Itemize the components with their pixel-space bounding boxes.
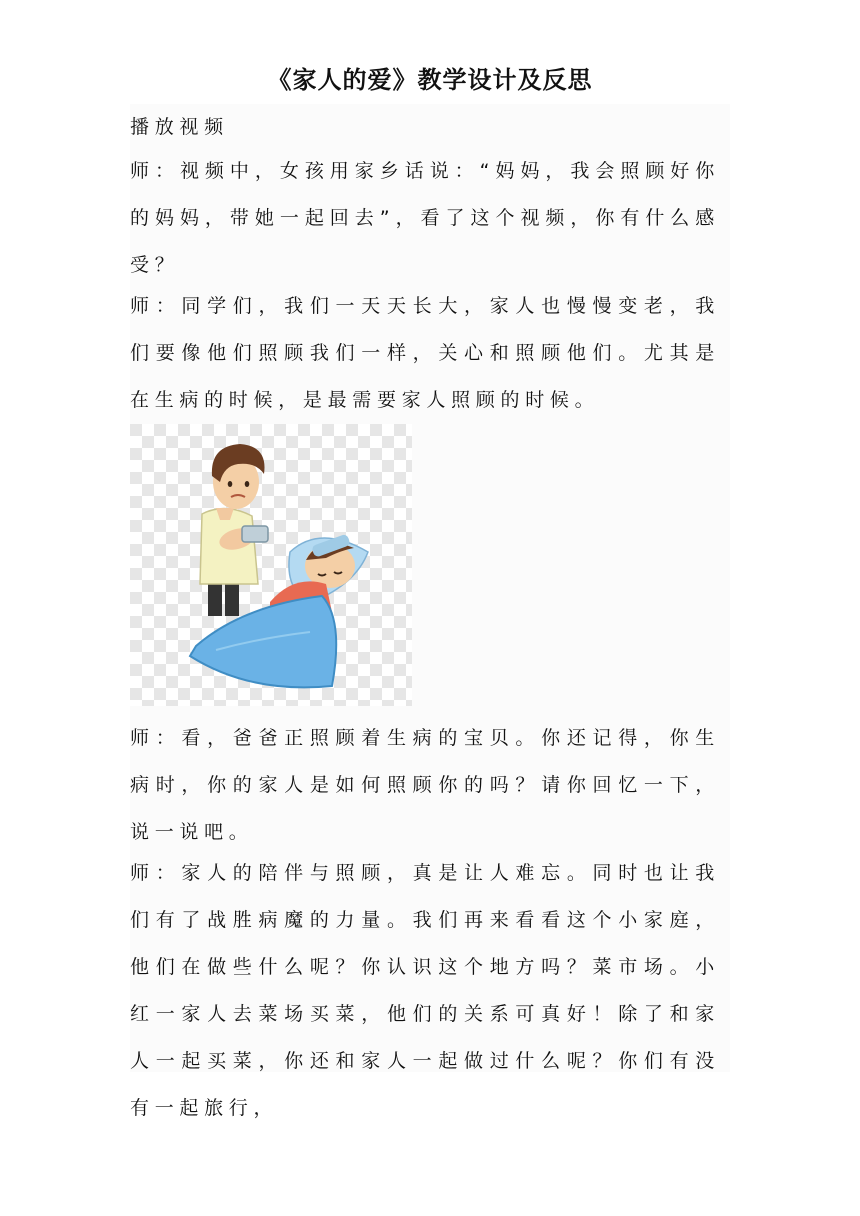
page-title: 《家人的爱》教学设计及反思	[267, 66, 593, 94]
document-body	[130, 104, 730, 1119]
father-caring-sick-child-illustration	[130, 424, 412, 706]
paragraph-teacher-family: 师：家人的陪伴与照顾，真是让人难忘。同时也让我们有了战胜病魔的力量。我们再来看看这个小家庭，他们在做些什么呢？你认识这个地方吗？菜市场。小红一家人去菜场买菜，他们的关系可真好！除了和家人一起买菜，你还和家人一起做过什么呢？你们有没有一起旅行，	[130, 862, 720, 1119]
paragraph-teacher-grow-up: 师：同学们，我们一天天长大，家人也慢慢变老，我们要像他们照顾我们一样，关心和照顾他们。尤其是在生病的时候，是最需要家人照顾的时候。	[130, 295, 720, 411]
paragraph-teacher-video: 师：视频中，女孩用家乡话说：“妈妈，我会照顾好你的妈妈，带她一起回去”，看了这个视频，你有什么感受？	[130, 160, 720, 276]
paragraph-teacher-father: 师：看，爸爸正照顾着生病的宝贝。你还记得，你生病时，你的家人是如何照顾你的吗？请你回忆一下，说一说吧。	[130, 727, 720, 843]
paragraph-play-video: 播放视频	[130, 116, 229, 138]
